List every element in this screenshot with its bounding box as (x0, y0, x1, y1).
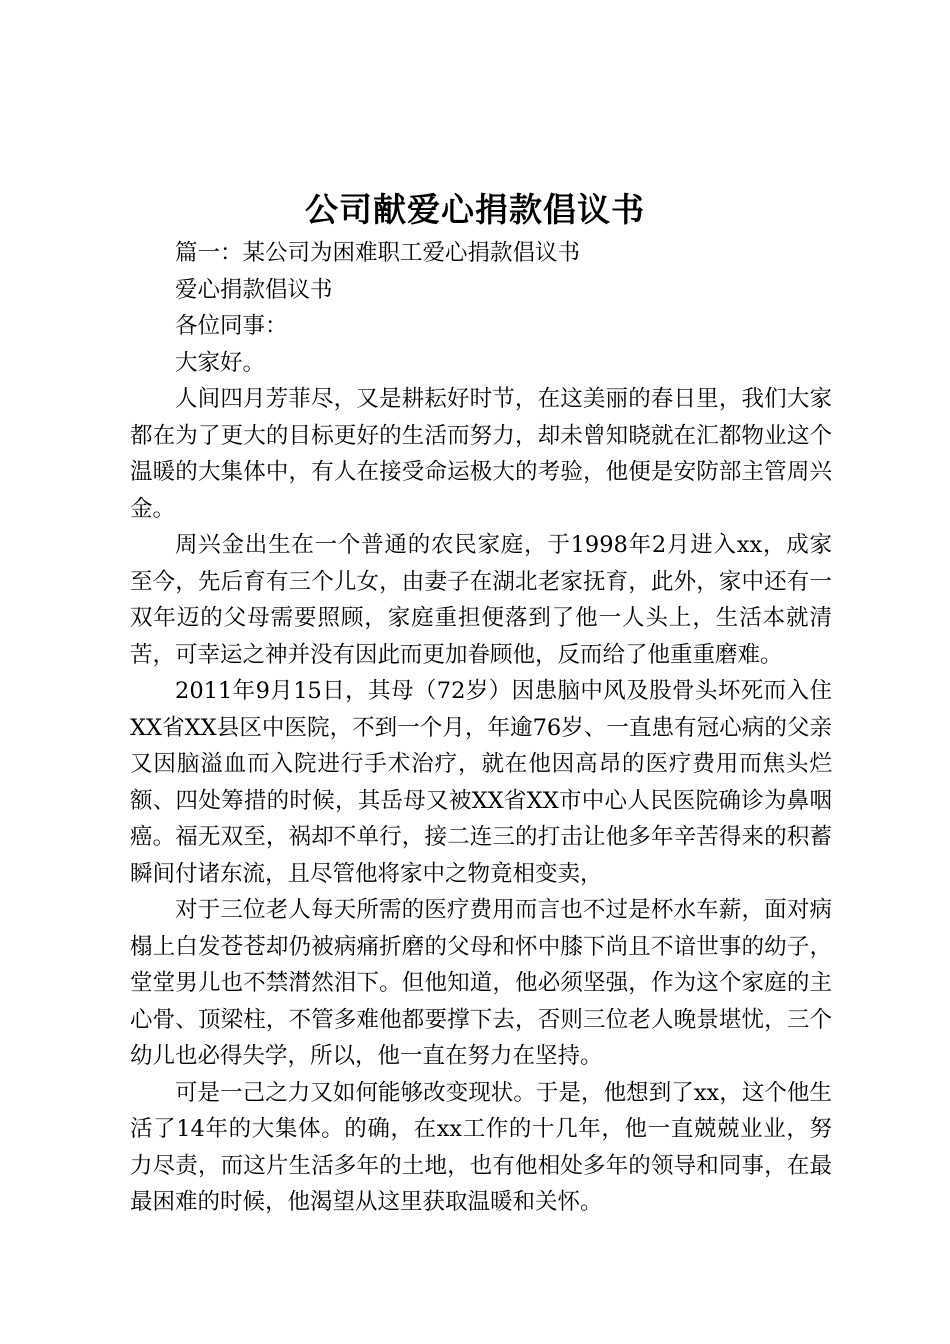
paragraph-body: 人间四月芳菲尽，又是耕耘好时节，在这美丽的春日里，我们大家都在为了更大的目标更好的生活而努力，却未曾知晓就在汇都物业这个温暖的大集体中，有人在接受命运极大的考验，他便是安防部主管周兴金。 (130, 386, 832, 522)
paragraph-body: 周兴金出生在一个普通的农民家庭，于1998年2月进入xx，成家至今，先后育有三个儿女，由妻子在湖北老家抚育，此外，家中还有一双年迈的父母需要照顾，家庭重担便落到了他一人头上，生活本就清苦，可幸运之神并没有因此而更加眷顾他，反而给了他重重磨难。 (130, 532, 832, 668)
paragraph-subtitle: 爱心捐款倡议书 (175, 276, 333, 303)
paragraph-body: 对于三位老人每天所需的医疗费用而言也不过是杯水车薪，面对病榻上白发苍苍却仍被病痛折磨的父母和怀中膝下尚且不谙世事的幼子，堂堂男儿也不禁潸然泪下。但他知道，他必须坚强，作为这个家庭的主心骨、顶梁柱，不管多难他都要撑下去，否则三位老人晚景堪忧，三个幼儿也必得失学，所以，他一直在努力在坚持。 (130, 897, 832, 1069)
paragraph-greeting: 大家好。 (175, 349, 266, 376)
paragraph-salutation: 各位同事： (175, 313, 288, 339)
paragraph-heading-article-one: 篇一：某公司为困难职工爱心捐款倡议书 (175, 240, 581, 266)
paragraph-body: 2011年9月15日，其母（72岁）因患脑中风及股骨头坏死而入住XX省XX县区中医院，不到一个月，年逾76岁、一直患有冠心病的父亲又因脑溢血而入院进行手术治疗，就在他因高昂的医疗费用而焦头烂额、四处筹措的时候，其岳母又被XX省XX市中心人民医院确诊为鼻咽癌。福无双至，祸却不单行，接二连三的打击让他多年辛苦得来的积蓄瞬间付诸东流，且尽管他将家中之物竟相变卖， (130, 678, 832, 887)
paragraph-body: 可是一己之力又如何能够改变现状。于是，他想到了xx，这个他生活了14年的大集体。的确，在xx工作的十几年，他一直兢兢业业，努力尽责，而这片生活多年的土地，也有他相处多年的领导和同事，在最最困难的时候，他渴望从这里获取温暖和关怀。 (130, 1079, 832, 1215)
document-body (130, 235, 832, 1221)
document-title: 公司献爱心捐款倡议书 (305, 190, 645, 229)
